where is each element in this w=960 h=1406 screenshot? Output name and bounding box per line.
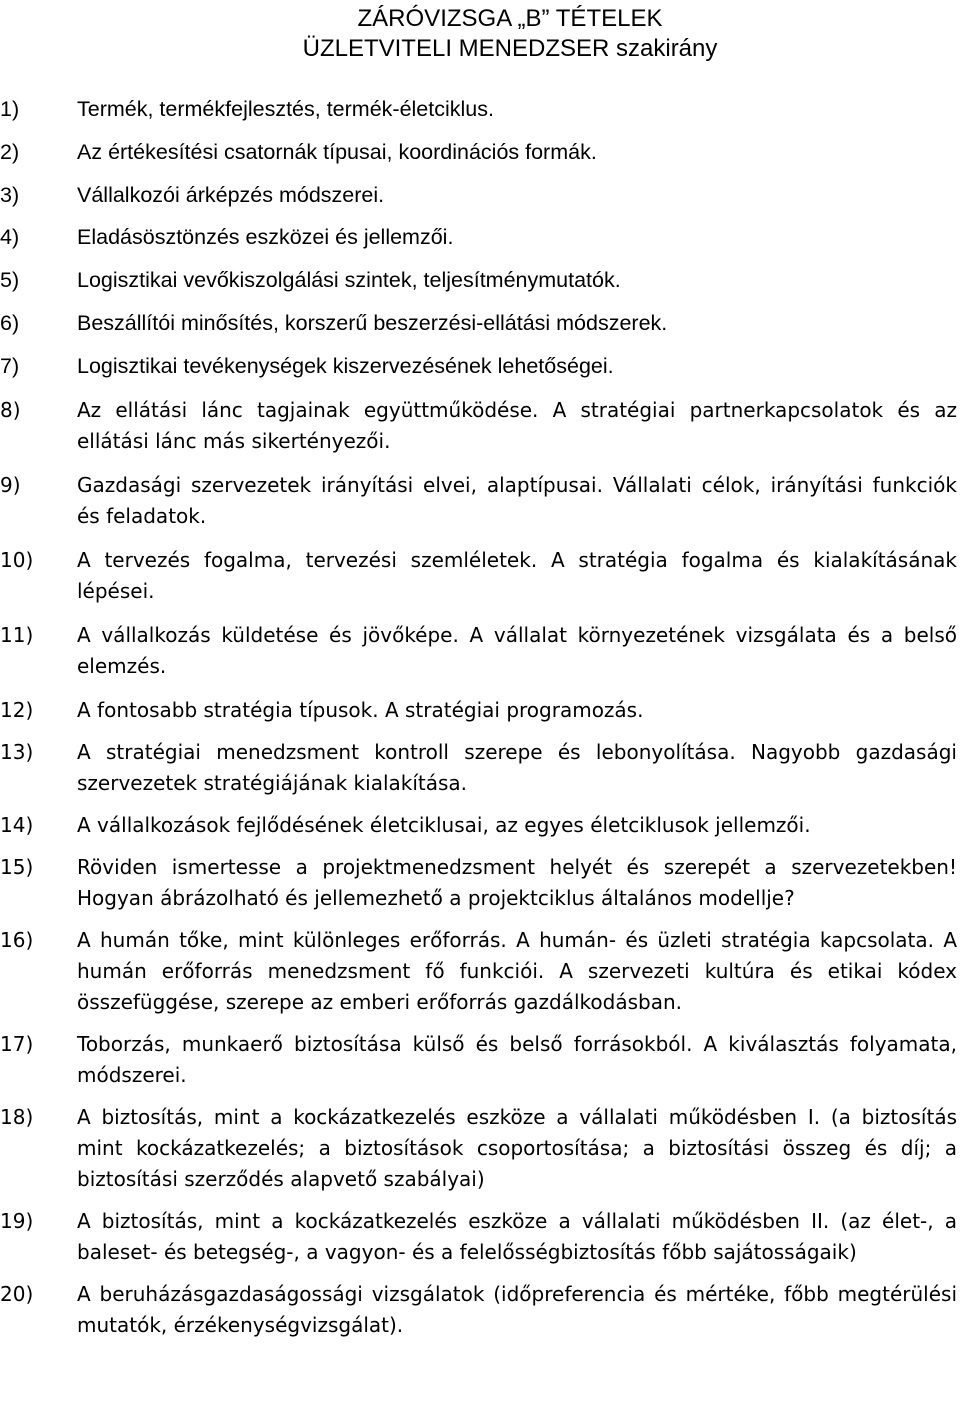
list-item — [0, 545, 957, 620]
item-number: 9) — [0, 472, 21, 497]
topic-list — [0, 95, 957, 1352]
item-text: Röviden ismertesse a projektmenedzsment helyét és szerepét a szervezetekben! Hogyan ábrázolható és jellemezhető a projektciklus általános modellje? — [77, 854, 957, 910]
list-item — [0, 138, 957, 181]
item-number: 14) — [0, 812, 34, 837]
item-number: 7) — [0, 353, 20, 378]
item-text: A biztosítás, mint a kockázatkezelés eszköze a vállalati működésben II. (az élet-, a baleset- és betegség-, a vagyon- és a felelősségbiztosítás főbb sajátosságaik) — [77, 1208, 957, 1264]
item-text: A biztosítás, mint a kockázatkezelés eszköze a vállalati működésben I. (a biztosítás mint kockázatkezelés; a biztosítások csoportosítása; a biztosítási összeg és díj; a biztosítási szerződés alapvető szabályai) — [77, 1104, 957, 1191]
list-item — [0, 470, 957, 545]
item-number: 15) — [0, 854, 34, 879]
list-item — [0, 309, 957, 352]
item-text: A humán tőke, mint különleges erőforrás. A humán- és üzleti stratégia kapcsolata. A humán erőforrás menedzsment fő funkciói. A szervezeti kultúra és etikai kódex összefüggése, szerepe az emberi erőforrás gazdálkodásban. — [77, 927, 957, 1014]
item-text: Beszállítói minősítés, korszerű beszerzési-ellátási módszerek. — [77, 310, 668, 335]
item-text: Logisztikai tevékenységek kiszervezésének lehetőségei. — [77, 353, 614, 378]
list-item — [0, 1029, 957, 1102]
list-item — [0, 223, 957, 266]
item-text: Eladásösztönzés eszközei és jellemzői. — [77, 225, 454, 250]
list-item — [0, 352, 957, 395]
header-title: ZÁRÓVIZSGA „B” TÉTELEK — [357, 5, 663, 32]
item-text: Gazdasági szervezetek irányítási elvei, alaptípusai. Vállalati célok, irányítási funkciók és feladatok. — [77, 472, 957, 528]
item-number: 20) — [0, 1281, 34, 1306]
list-item — [0, 737, 957, 810]
item-text: Az értékesítési csatornák típusai, koordinációs formák. — [77, 139, 597, 164]
list-item — [0, 395, 957, 470]
item-text: Termék, termékfejlesztés, termék-életciklus. — [77, 97, 494, 121]
item-number: 5) — [0, 268, 20, 293]
item-number: 17) — [0, 1031, 34, 1056]
item-number: 18) — [0, 1104, 34, 1129]
document-header — [0, 4, 960, 64]
item-number: 19) — [0, 1208, 34, 1233]
list-item — [0, 181, 957, 224]
item-text: Az ellátási lánc tagjainak együttműködése. A stratégiai partnerkapcsolatok és az ellátási lánc más sikertényezői. — [77, 397, 957, 453]
item-number: 10) — [0, 547, 34, 572]
list-item — [0, 695, 957, 737]
item-text: A stratégiai menedzsment kontroll szerepe és lebonyolítása. Nagyobb gazdasági szervezetek stratégiájának kialakítása. — [77, 739, 957, 795]
item-number: 4) — [0, 225, 20, 250]
item-text: A beruházásgazdaságossági vizsgálatok (időpreferencia és mértéke, főbb megtérülési mutatók, érzékenységvizsgálat). — [77, 1281, 957, 1337]
item-number: 1) — [0, 97, 20, 121]
item-text: A tervezés fogalma, tervezési szemléletek. A stratégia fogalma és kialakításának lépései. — [77, 547, 957, 603]
list-item — [0, 1206, 957, 1279]
list-item — [0, 266, 957, 309]
header-subtitle: ÜZLETVITELI MENEDZSER szakirány — [302, 35, 718, 62]
item-text: Vállalkozói árképzés módszerei. — [77, 182, 385, 207]
list-item — [0, 852, 957, 925]
list-item — [0, 1102, 957, 1206]
item-number: 11) — [0, 622, 34, 647]
item-number: 13) — [0, 739, 34, 764]
item-number: 2) — [0, 139, 20, 164]
list-item — [0, 1279, 957, 1352]
item-number: 8) — [0, 397, 21, 422]
item-text: A fontosabb stratégia típusok. A stratégiai programozás. — [77, 697, 644, 722]
list-item — [0, 95, 957, 138]
item-text: Logisztikai vevőkiszolgálási szintek, teljesítménymutatók. — [77, 268, 621, 293]
item-text: A vállalkozások fejlődésének életciklusai, az egyes életciklusok jellemzői. — [77, 812, 811, 837]
list-item — [0, 925, 957, 1029]
item-number: 3) — [0, 182, 20, 207]
item-number: 6) — [0, 310, 20, 335]
item-text: A vállalkozás küldetése és jövőképe. A vállalat környezetének vizsgálata és a belső elemzés. — [77, 622, 957, 678]
item-text: Toborzás, munkaerő biztosítása külső és belső forrásokból. A kiválasztás folyamata, módszerei. — [77, 1031, 957, 1087]
list-item — [0, 620, 957, 695]
list-item — [0, 810, 957, 852]
item-number: 16) — [0, 927, 34, 952]
item-number: 12) — [0, 697, 34, 722]
